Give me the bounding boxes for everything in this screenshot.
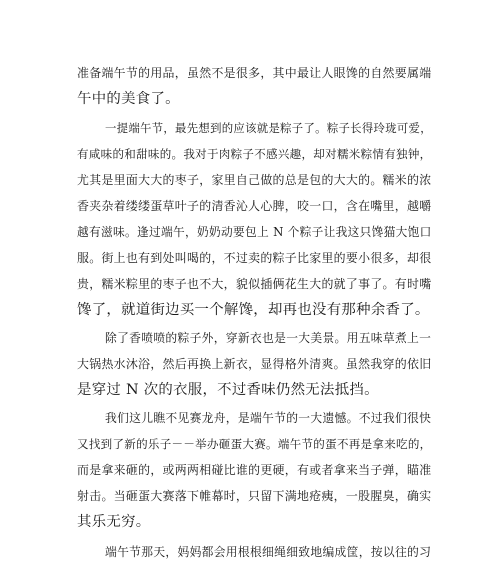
- text-line: 除了香喷喷的粽子外，穿新衣也是一大美景。用五味草煮上一: [105, 331, 432, 345]
- text-line: 一提端午节，最先想到的应该就是粽子了。粽子长得玲珑可爱，: [105, 121, 432, 135]
- text-line: 又找到了新的乐子－－举办砸蛋大赛。端午节的蛋不再是拿来吃的，: [77, 437, 432, 451]
- text-line: 午中的美食了。: [77, 91, 180, 107]
- text-line: 大锅热水沐浴，然后再换上新衣，显得格外清爽。虽然我穿的依旧: [77, 357, 432, 371]
- text-line: 而是拿来砸的，或两两相碰比谁的更硬，有或者拿来当子弹，瞄准: [77, 463, 432, 477]
- text-line: 准备端午节的用品，虽然不是很多，其中最让人眼馋的自然要属端: [77, 66, 432, 80]
- text-line: 香夹杂着缕缕蛋草叶子的清香沁人心脾，咬一口，含在嘴里，越嚼: [77, 199, 432, 213]
- text-line: 贵，糯米粽里的枣子也不大，貌似插俩花生大的就了事了。有时嘴: [77, 277, 432, 291]
- text-line: 越有滋味。逢过端午，奶奶动要包上 N 个粽子让我这只馋猫大饱口: [77, 225, 432, 239]
- text-line: 馋了，就道街边买一个解馋，却再也没有那种余香了。: [77, 302, 430, 318]
- text-line: 其乐无穷。: [77, 514, 151, 530]
- text-line: 我们这儿瞧不见赛龙舟，是端午节的一大遗憾。不过我们很快: [105, 411, 432, 425]
- text-line: 射击。当砸蛋大赛落下帷幕时，只留下满地疮痍，一股腥臭，确实: [77, 489, 432, 503]
- text-line: 有咸味的和甜味的。我对于肉粽子不感兴趣，却对糯米粽情有独钟，: [77, 147, 432, 161]
- text-line: 尤其是里面大大的枣子，家里自己做的总是包的大大的。糯米的浓: [77, 173, 432, 187]
- text-line: 是穿过 N 次的衣服，不过香味仍然无法抵挡。: [77, 382, 379, 398]
- text-line: 服。街上也有到处叫喝的，不过卖的粽子比家里的要小很多，却很: [77, 251, 432, 265]
- text-line: 端午节那天，妈妈都会用根根细绳细致地编成筐，按以往的习: [105, 545, 432, 559]
